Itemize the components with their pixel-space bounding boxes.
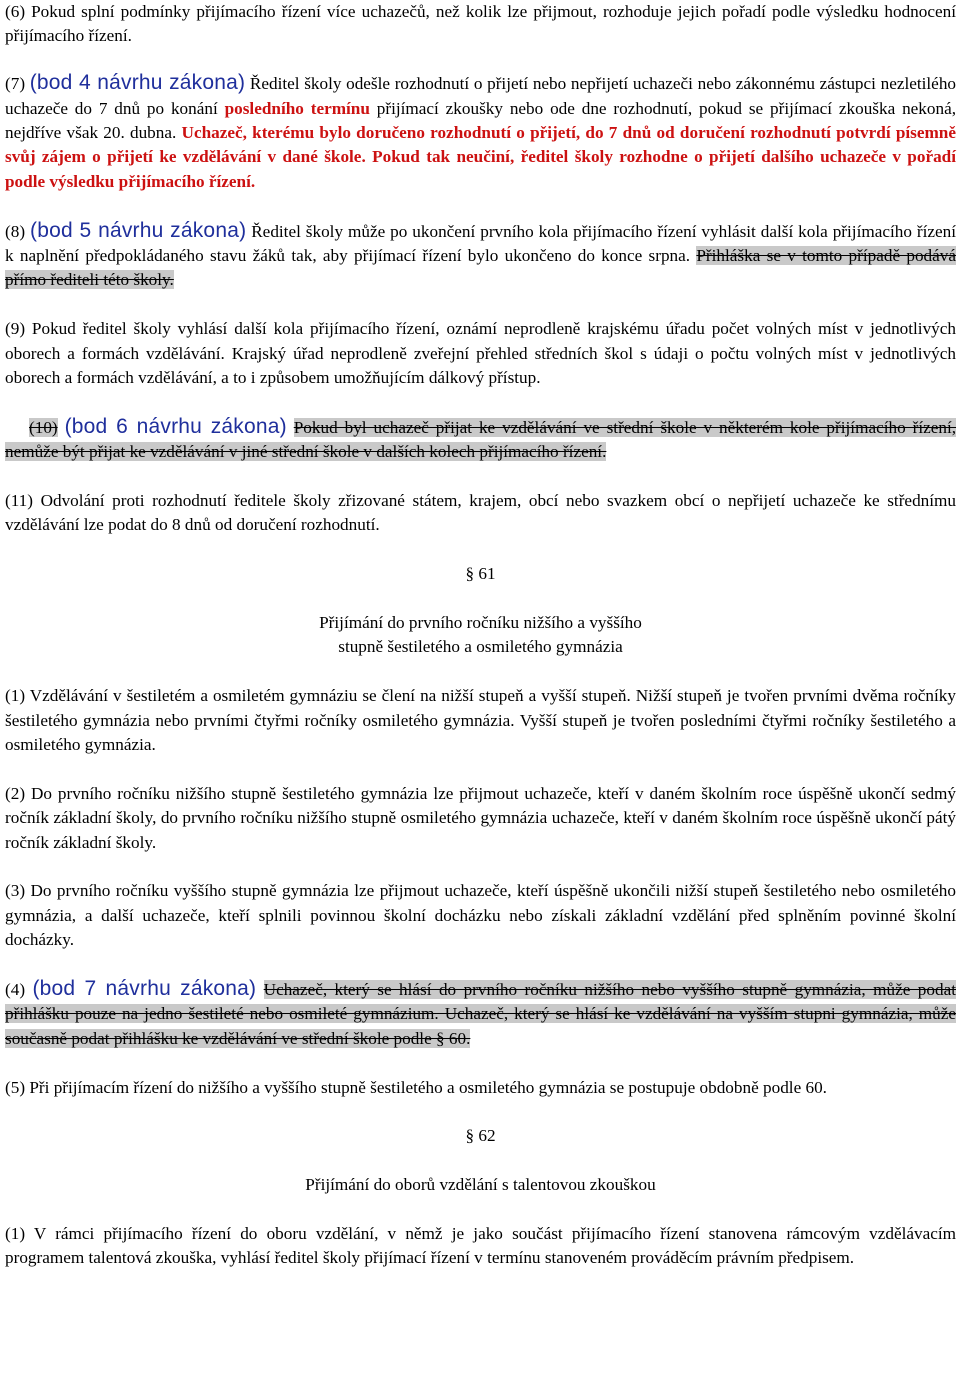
section-61-heading: § 61: [465, 564, 496, 584]
amendment-insert: Uchazeč, kterému bylo doručeno rozhodnutí o přijetí, do 7 dnů od doručení rozhodnutí potvrdí písemně svůj zájem o přijetí ke vzdělávání v dané škole. Pokud tak neučiní, ředitel školy rozhodne o přijetí dalšího uchazeče v pořadí podle výsledku přijímacího řízení.: [5, 123, 956, 191]
deleted-text: Pokud byl uchazeč přijat ke vzdělávání ve střední škole v některém kole přijímacího řízení, nemůže být přijat ke vzdělávání v jiné střední škole v dalších kolech přijímacího řízení.: [5, 417, 957, 462]
bod-reference: (bod 7 návrhu zákona): [32, 977, 257, 1001]
deleted-text: Přihláška se v tomto případě podává přímo řediteli této školy.: [5, 246, 956, 290]
section-62-heading: § 62: [465, 1126, 496, 1146]
section-62-title: Přijímání do oborů vzdělání s talentovou zkouškou: [305, 1175, 656, 1195]
bod-reference: (bod 6 návrhu zákona): [64, 414, 287, 438]
document-page: [5, 0, 956, 1271]
amendment-insert: posledního termínu: [224, 98, 370, 118]
section-61-paragraph-4: [5, 977, 956, 1051]
section-61-title-line-1: Přijímání do prvního ročníku nižšího a vyššího: [319, 613, 642, 633]
paragraph-number: (8): [5, 221, 26, 241]
paragraph-text: Ředitel školy může po ukončení prvního kola přijímacího řízení vyhlásit další kola přijímacího řízení k naplnění předpokládaného stavu žáků tak, aby přijímací řízení bylo ukončeno do konce srpna.: [5, 221, 957, 266]
paragraph-11: (11) Odvolání proti rozhodnutí ředitele školy zřizované státem, krajem, obcí nebo svazkem obcí o nepřijetí uchazeče ke střednímu vzdělávání lze podat do 8 dnů od doručení rozhodnutí.: [5, 491, 956, 535]
section-61-paragraph-5: (5) Při přijímacím řízení do nižšího a vyššího stupně šestiletého a osmiletého gymnázia se postupuje obdobně podle 60.: [5, 1077, 827, 1097]
section-61-paragraph-1: (1) Vzdělávání v šestiletém a osmiletém gymnáziu se člení na nižší stupeň a vyšší stupeň. Nižší stupeň je tvořen prvními dvěma ročníky šestiletého gymnázia nebo prvními čtyřmi ročníky osmiletého gymnázia. Vyšší stupeň je tvořen posledními čtyřmi ročníky šestiletého a osmiletého gymnázia.: [5, 686, 956, 755]
paragraph-10: [5, 415, 956, 465]
paragraph-6: (6) Pokud splní podmínky přijímacího řízení více uchazečů, než kolik lze přijmout, rozhoduje jejich pořadí podle výsledku hodnocení přijímacího řízení.: [5, 2, 956, 46]
section-62-paragraph-1: (1) V rámci přijímacího řízení do oboru vzdělání, v němž je jako součást přijímacího řízení stanovena rámcovým vzdělávacím programem talentová zkouška, vyhlásí ředitel školy přijímací řízení v termínu stanoveném prováděcím právním předpisem.: [5, 1224, 956, 1268]
section-61-paragraph-3: (3) Do prvního ročníku vyššího stupně gymnázia lze přijmout uchazeče, kteří úspěšně ukončili nižší stupeň šestiletého nebo osmiletého gymnázia, a další uchazeče, kteří splnili povinnou školní docházku nebo získali základní vzdělání před splněním povinné školní docházky.: [5, 881, 956, 950]
paragraph-number: (7): [5, 74, 26, 94]
paragraph-8: [5, 219, 956, 293]
section-61-title-line-2: stupně šestiletého a osmiletého gymnázia: [338, 637, 623, 657]
paragraph-text: přijímací zkoušky nebo ode dne rozhodnutí, pokud se přijímací zkouška nekoná, nejdříve však 20. dubna.: [5, 98, 957, 143]
paragraph-9: (9) Pokud ředitel školy vyhlásí další kola přijímacího řízení, oznámí neprodleně krajskému úřadu počet volných míst v jednotlivých oborech a formách vzdělávání. Krajský úřad neprodleně zveřejní přehled středních škol s údaji o počtu volných míst v jednotlivých oborech a formách vzdělávání, a to i způsobem umožňujícím dálkový přístup.: [5, 319, 956, 388]
paragraph-number: (4): [5, 980, 26, 1000]
bod-reference: (bod 5 návrhu zákona): [30, 218, 247, 242]
deleted-text: Uchazeč, který se hlásí do prvního ročníku nižšího nebo vyššího stupně gymnázia, může podat přihlášku pouze na jedno šestileté nebo osmileté gymnázium. Uchazeč, který se hlásí ke vzdělávání na vyšším stupni gymnázia, může současně podat přihlášku ke vzdělávání ve střední škole podle § 60.: [5, 980, 956, 1048]
bod-reference: (bod 4 návrhu zákona): [29, 71, 246, 95]
paragraph-number: (10): [29, 417, 58, 437]
paragraph-7: [5, 71, 956, 194]
section-61-paragraph-2: (2) Do prvního ročníku nižšího stupně šestiletého gymnázia lze přijmout uchazeče, kteří v daném školním roce úspěšně ukončí sedmý ročník základní školy, do prvního ročníku nižšího stupně osmiletého gymnázia uchazeče, kteří v daném školním roce úspěšně ukončí pátý ročník základní školy.: [5, 783, 956, 852]
paragraph-text: Ředitel školy odešle rozhodnutí o přijetí nebo nepřijetí uchazeči nebo zákonnému zástupci nezletilého uchazeče do 7 dnů po konání: [5, 74, 957, 118]
